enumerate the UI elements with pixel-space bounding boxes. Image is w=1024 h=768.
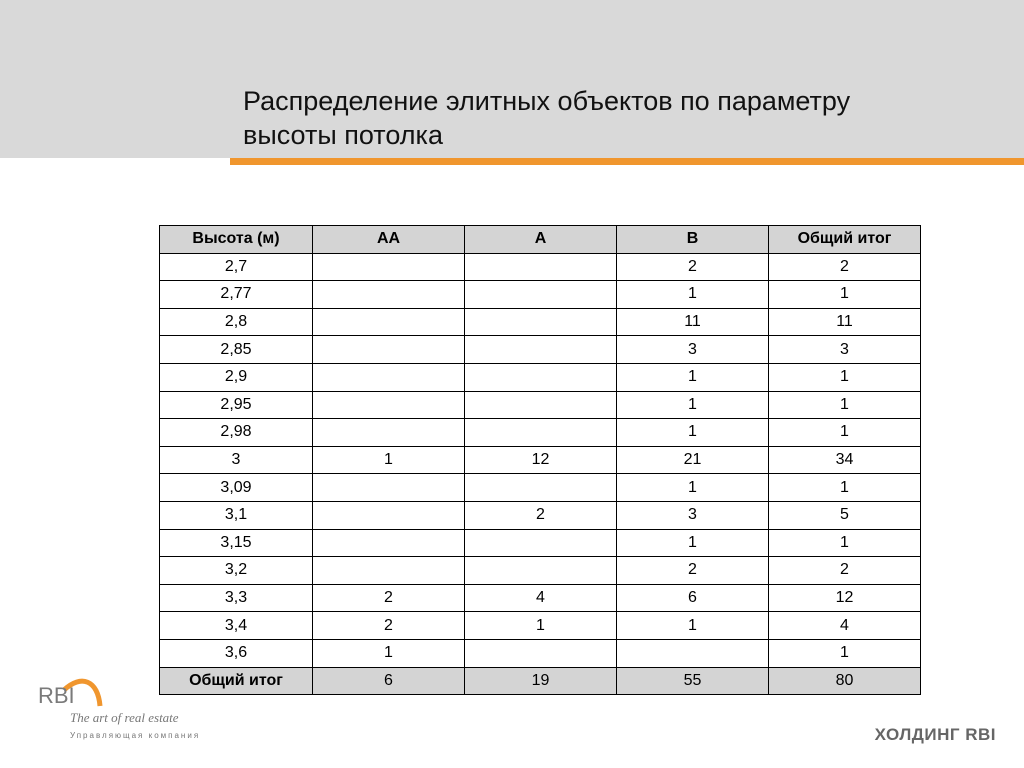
cell-total: 11: [769, 308, 921, 336]
cell-a: [465, 557, 617, 585]
cell-height: 2,8: [160, 308, 313, 336]
cell-a: [465, 529, 617, 557]
cell-aa: 2: [313, 612, 465, 640]
logo-name: RBI: [38, 683, 75, 708]
table-header-row: [160, 226, 921, 254]
header-a: А: [465, 226, 617, 254]
cell-total: 4: [769, 612, 921, 640]
table-row: [160, 446, 921, 474]
cell-aa: 1: [313, 639, 465, 667]
cell-total: 1: [769, 474, 921, 502]
cell-aa: [313, 529, 465, 557]
cell-height: 3: [160, 446, 313, 474]
cell-a: 1: [465, 612, 617, 640]
slide-title-line-1: Распределение элитных объектов по параметру: [243, 86, 851, 116]
cell-a: 4: [465, 584, 617, 612]
cell-b: 1: [617, 612, 769, 640]
cell-b: 1: [617, 529, 769, 557]
cell-b: 21: [617, 446, 769, 474]
table-row: [160, 419, 921, 447]
table-row: [160, 308, 921, 336]
cell-b: 1: [617, 419, 769, 447]
cell-aa: [313, 253, 465, 281]
cell-total: 2: [769, 557, 921, 585]
cell-height: 2,7: [160, 253, 313, 281]
cell-a: [465, 281, 617, 309]
cell-aa: [313, 391, 465, 419]
cell-a: [465, 391, 617, 419]
cell-aa: [313, 501, 465, 529]
cell-height: 2,77: [160, 281, 313, 309]
cell-total: 1: [769, 639, 921, 667]
cell-b: 1: [617, 474, 769, 502]
slide-title: [243, 84, 943, 152]
table-row: [160, 612, 921, 640]
cell-height: 2,95: [160, 391, 313, 419]
table-row: [160, 529, 921, 557]
cell-b: 3: [617, 336, 769, 364]
cell-height: 3,2: [160, 557, 313, 585]
total-b: 55: [617, 667, 769, 695]
cell-height: 3,3: [160, 584, 313, 612]
cell-a: 2: [465, 501, 617, 529]
cell-a: [465, 363, 617, 391]
cell-aa: [313, 308, 465, 336]
table-total-row: [160, 667, 921, 695]
cell-total: 1: [769, 391, 921, 419]
table-row: [160, 391, 921, 419]
table-row: [160, 363, 921, 391]
cell-total: 1: [769, 419, 921, 447]
cell-aa: [313, 419, 465, 447]
cell-total: 1: [769, 363, 921, 391]
cell-total: 12: [769, 584, 921, 612]
ceiling-height-table: [159, 225, 921, 695]
slide-title-line-2: высоты потолка: [243, 120, 443, 150]
cell-aa: 1: [313, 446, 465, 474]
header-b: В: [617, 226, 769, 254]
cell-aa: [313, 281, 465, 309]
table-body: [160, 253, 921, 695]
cell-height: 2,98: [160, 419, 313, 447]
table-row: [160, 584, 921, 612]
cell-total: 1: [769, 529, 921, 557]
header-height: Высота (м): [160, 226, 313, 254]
cell-b: [617, 639, 769, 667]
cell-b: 6: [617, 584, 769, 612]
cell-b: 2: [617, 557, 769, 585]
header-total: Общий итог: [769, 226, 921, 254]
cell-b: 1: [617, 281, 769, 309]
cell-total: 3: [769, 336, 921, 364]
cell-a: [465, 419, 617, 447]
cell-b: 1: [617, 391, 769, 419]
cell-height: 2,9: [160, 363, 313, 391]
cell-a: [465, 308, 617, 336]
cell-aa: [313, 336, 465, 364]
cell-aa: [313, 474, 465, 502]
cell-aa: [313, 363, 465, 391]
table-row: [160, 281, 921, 309]
total-total: 80: [769, 667, 921, 695]
total-a: 19: [465, 667, 617, 695]
cell-height: 3,1: [160, 501, 313, 529]
cell-aa: [313, 557, 465, 585]
cell-b: 1: [617, 363, 769, 391]
cell-aa: 2: [313, 584, 465, 612]
cell-height: 3,6: [160, 639, 313, 667]
table-row: [160, 501, 921, 529]
cell-height: 3,09: [160, 474, 313, 502]
table-row: [160, 557, 921, 585]
table-row: [160, 639, 921, 667]
cell-b: 2: [617, 253, 769, 281]
cell-height: 3,4: [160, 612, 313, 640]
logo-subtitle: Управляющая компания: [70, 731, 201, 740]
accent-line: [230, 158, 1024, 165]
cell-a: [465, 639, 617, 667]
total-height: Общий итог: [160, 667, 313, 695]
cell-total: 34: [769, 446, 921, 474]
cell-b: 11: [617, 308, 769, 336]
cell-b: 3: [617, 501, 769, 529]
cell-total: 2: [769, 253, 921, 281]
table-row: [160, 336, 921, 364]
cell-height: 3,15: [160, 529, 313, 557]
cell-a: [465, 474, 617, 502]
cell-a: [465, 253, 617, 281]
cell-height: 2,85: [160, 336, 313, 364]
cell-a: 12: [465, 446, 617, 474]
header-aa: АА: [313, 226, 465, 254]
table-row: [160, 474, 921, 502]
total-aa: 6: [313, 667, 465, 695]
holding-label: ХОЛДИНГ RBI: [874, 725, 996, 744]
cell-a: [465, 336, 617, 364]
table-row: [160, 253, 921, 281]
cell-total: 1: [769, 281, 921, 309]
logo-slogan: The art of real estate: [70, 710, 179, 725]
cell-total: 5: [769, 501, 921, 529]
